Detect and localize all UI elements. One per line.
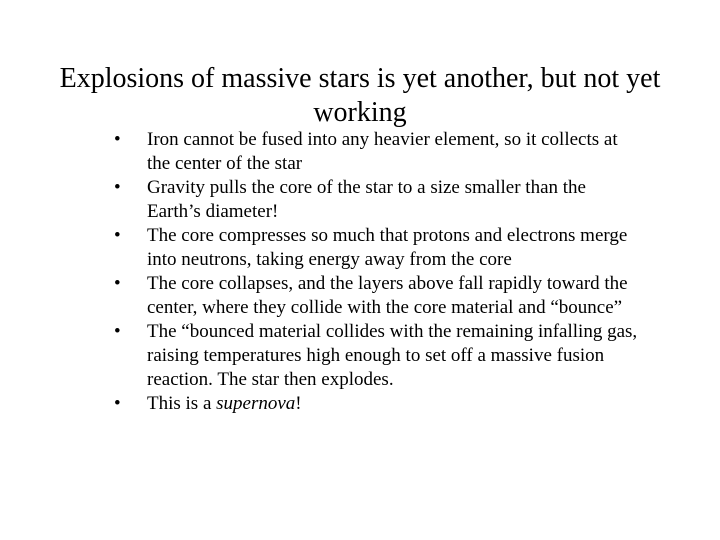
- bullet-list: [114, 128, 644, 416]
- bullet-text-6-suffix: !: [295, 393, 302, 414]
- bullet-text-1: Iron cannot be fused into any heavier element, so it collects at the center of the star: [147, 129, 618, 174]
- bullet-text-3: The core compresses so much that protons and electrons merge into neutrons, taking energy away from the core: [147, 225, 628, 270]
- bullet-item-6: [114, 392, 644, 416]
- bullet-item-4: [114, 272, 644, 320]
- bullet-item-2: [114, 176, 644, 224]
- bullet-text-2: Gravity pulls the core of the star to a size smaller than the Earth’s diameter!: [147, 177, 586, 222]
- bullet-marker: •: [114, 393, 121, 414]
- bullet-marker: •: [114, 321, 121, 342]
- bullet-text-5: The “bounced material collides with the remaining infalling gas, raising temperatures high enough to set off a massive fusion reaction. The star then explodes.: [147, 321, 638, 390]
- slide-title: Explosions of massive stars is yet another, but not yet working: [59, 63, 661, 128]
- bullet-item-5: [114, 320, 644, 392]
- bullet-text-6-prefix: This is a: [147, 393, 217, 414]
- bullet-item-3: [114, 224, 644, 272]
- bullet-marker: •: [114, 177, 121, 198]
- bullet-marker: •: [114, 129, 121, 150]
- bullet-text-4: The core collapses, and the layers above fall rapidly toward the center, where they collide with the core material and “bounce”: [147, 273, 628, 318]
- bullet-marker: •: [114, 273, 121, 294]
- bullet-marker: •: [114, 225, 121, 246]
- supernova-emphasis: supernova: [216, 393, 296, 414]
- bullet-item-1: [114, 128, 644, 176]
